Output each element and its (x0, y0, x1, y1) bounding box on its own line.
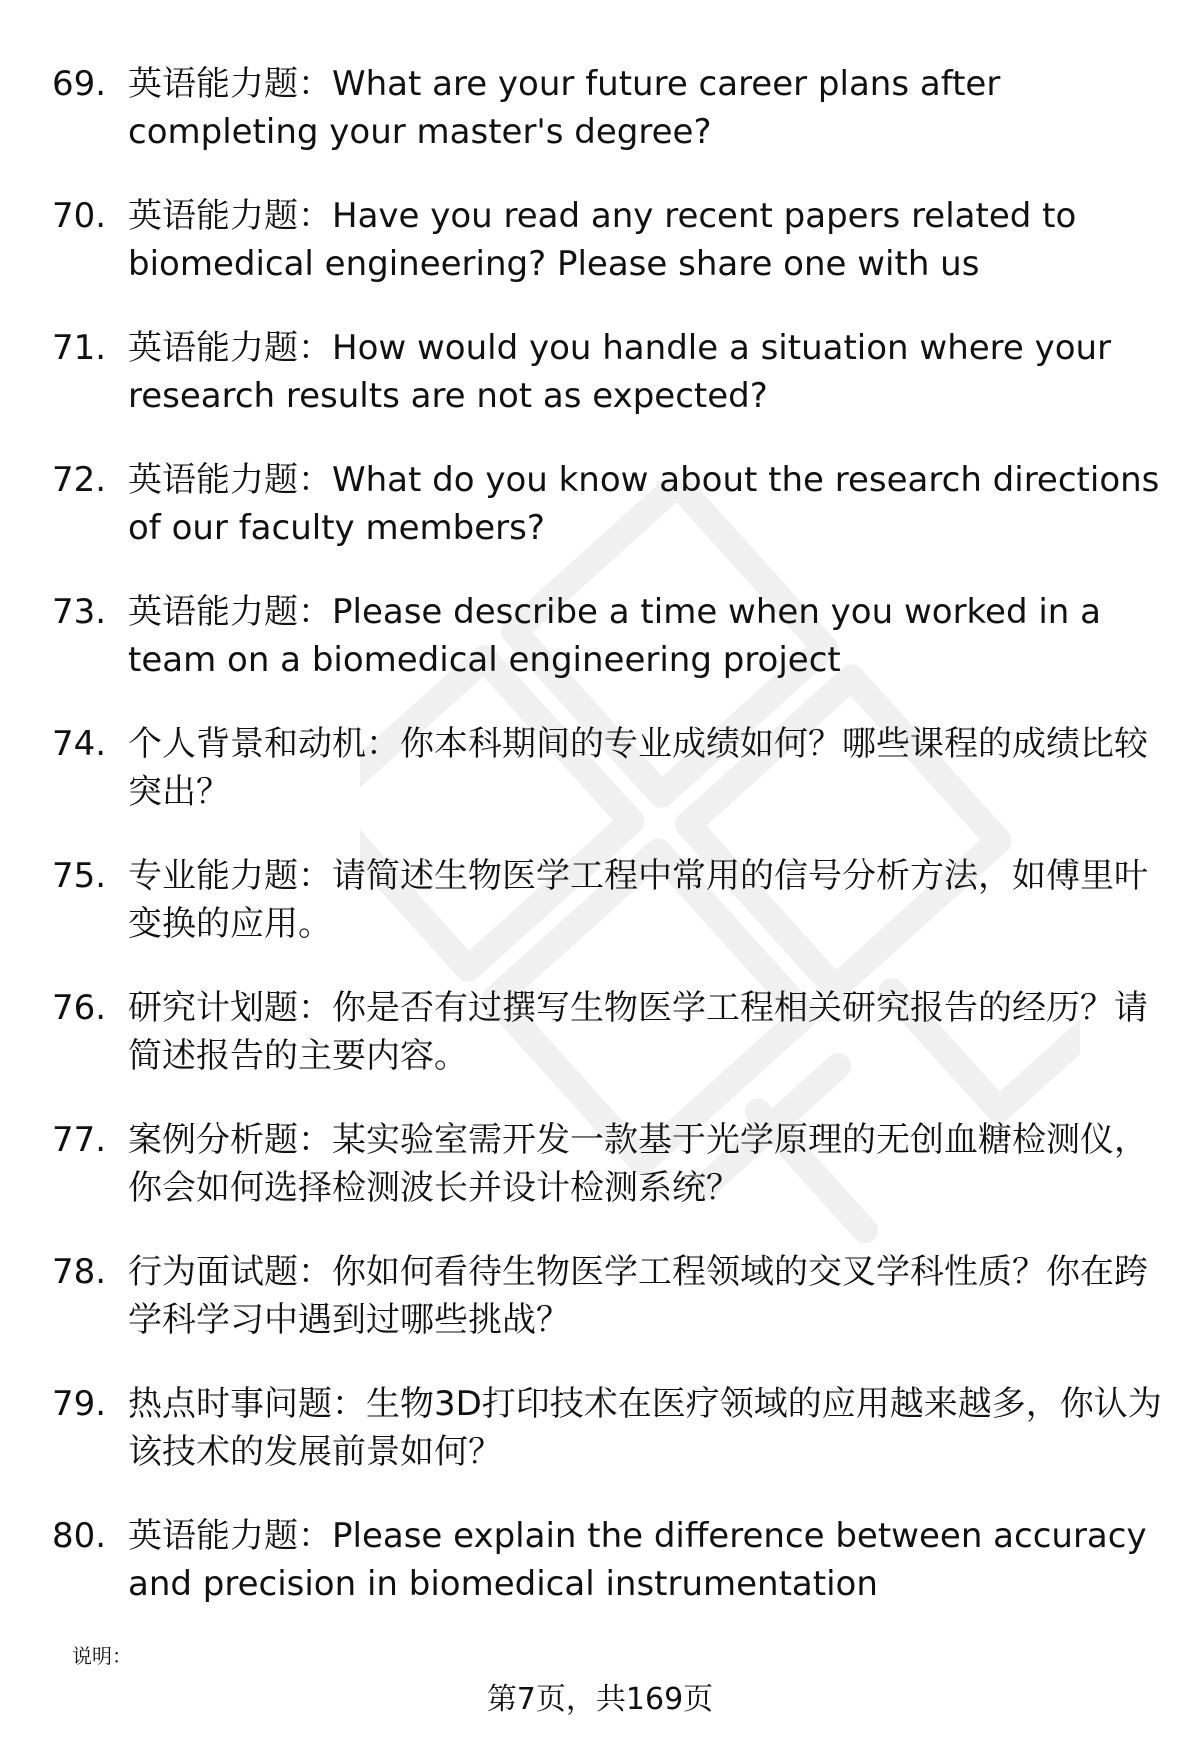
question-item (52, 1380, 1162, 1476)
question-text: 英语能力题：Please explain the difference between accuracy and precision in biomedical instrumentation (128, 1516, 1147, 1604)
question-number: 73. (52, 592, 107, 632)
question-number: 76. (52, 988, 107, 1028)
question-item (52, 192, 1162, 288)
question-item (52, 456, 1162, 552)
page-footer: 第7页，共169页 (486, 1682, 714, 1717)
question-text: 行为面试题：你如何看待生物医学工程领域的交叉学科性质？你在跨学科学习中遇到过哪些挑战？ (128, 1252, 1148, 1340)
question-item (52, 588, 1162, 684)
question-number: 71. (52, 328, 107, 368)
question-number: 77. (52, 1120, 107, 1160)
question-number: 78. (52, 1252, 107, 1292)
question-item (52, 60, 1162, 156)
question-text: 英语能力题：Have you read any recent papers related to biomedical engineering? Please share one with us (128, 196, 1077, 284)
question-number: 70. (52, 196, 107, 236)
question-number: 69. (52, 64, 107, 104)
question-text: 个人背景和动机：你本科期间的专业成绩如何？哪些课程的成绩比较突出？ (128, 724, 1148, 812)
question-text: 英语能力题：Please describe a time when you worked in a team on a biomedical engineering project (128, 592, 1101, 680)
question-number: 72. (52, 460, 107, 500)
question-text: 研究计划题：你是否有过撰写生物医学工程相关研究报告的经历？请简述报告的主要内容。 (128, 988, 1148, 1076)
question-item (52, 852, 1162, 948)
question-number: 79. (52, 1384, 107, 1424)
question-text: 英语能力题：How would you handle a situation where your research results are not as expected? (128, 328, 1112, 416)
question-item (52, 1248, 1162, 1344)
question-item (52, 324, 1162, 420)
question-text: 英语能力题：What do you know about the research directions of our faculty members? (128, 460, 1160, 548)
question-item (52, 1512, 1162, 1608)
question-text: 英语能力题：What are your future career plans after completing your master's degree? (128, 64, 1001, 152)
question-item (52, 984, 1162, 1080)
question-item (52, 1116, 1162, 1212)
question-list (52, 60, 1162, 1644)
question-text: 热点时事问题：生物3D打印技术在医疗领域的应用越来越多，你认为该技术的发展前景如何？ (128, 1384, 1162, 1472)
question-item (52, 720, 1162, 816)
note-label: 说明： (72, 1644, 132, 1668)
question-text: 案例分析题：某实验室需开发一款基于光学原理的无创血糖检测仪，你会如何选择检测波长并设计检测系统？ (128, 1120, 1148, 1208)
question-text: 专业能力题：请简述生物医学工程中常用的信号分析方法，如傅里叶变换的应用。 (128, 856, 1148, 944)
question-number: 80. (52, 1516, 107, 1556)
question-number: 75. (52, 856, 107, 896)
question-number: 74. (52, 724, 107, 764)
